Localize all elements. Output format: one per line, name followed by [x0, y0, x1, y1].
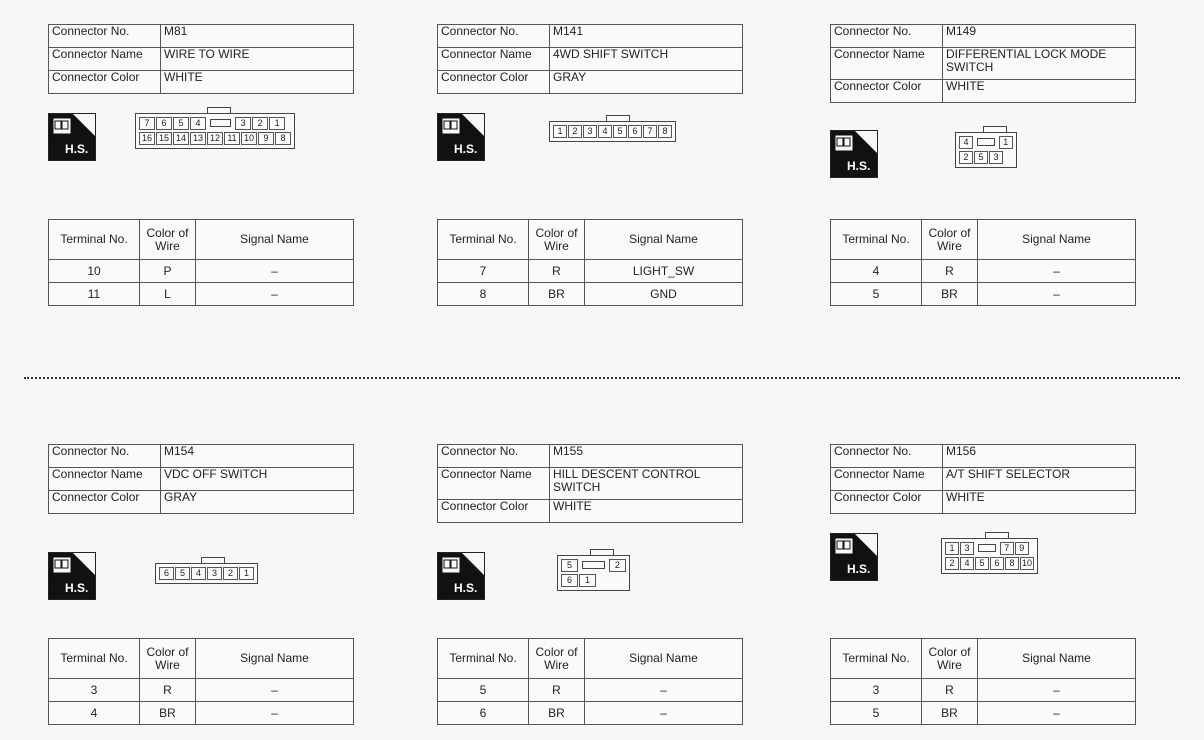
connector-pin: 2	[252, 117, 268, 130]
pin-row-top	[138, 116, 291, 131]
connector-pin: 3	[960, 542, 974, 555]
connector-color-label: Connector Color	[831, 80, 943, 103]
connector-latch	[207, 107, 231, 114]
hs-view-icon	[437, 552, 485, 600]
connector-pin: 5	[613, 125, 627, 138]
connector-pin: 3	[207, 567, 222, 580]
wire-color-cell: BR	[922, 283, 978, 306]
hs-view-icon	[830, 533, 878, 581]
terminal-no-cell: 4	[49, 702, 140, 725]
connector-pin: 1	[553, 125, 567, 138]
connector-pin: 6	[561, 574, 578, 587]
connector-latch	[201, 557, 225, 564]
connector-pin	[579, 559, 608, 572]
connector-pin: 2	[568, 125, 582, 138]
connector-pin: 8	[658, 125, 672, 138]
terminal-no-cell: 7	[438, 260, 529, 283]
connector-pin: 12	[207, 132, 223, 145]
terminal-no-cell: 8	[438, 283, 529, 306]
connector-name-label: Connector Name	[49, 468, 161, 491]
connector-face-m81	[135, 113, 295, 149]
terminal-table-m81	[48, 219, 354, 306]
connector-pin: 8	[1005, 557, 1019, 570]
connector-no-label: Connector No.	[49, 25, 161, 48]
pin-row-bottom	[958, 150, 1013, 165]
table-row	[831, 702, 1136, 725]
connector-name-label: Connector Name	[438, 48, 550, 71]
connector-color-value: GRAY	[161, 491, 354, 514]
hs-label: H.S.	[65, 142, 89, 156]
connector-no-label: Connector No.	[438, 445, 550, 468]
table-row	[49, 283, 354, 306]
terminal-no-header: Terminal No.	[438, 639, 529, 679]
connector-no-value: M156	[943, 445, 1136, 468]
pin-row-top	[158, 566, 254, 581]
wire-color-header: Color of Wire	[922, 220, 978, 260]
wire-color-header: Color of Wire	[922, 639, 978, 679]
connector-pin: 2	[959, 151, 973, 164]
connector-pin	[207, 117, 234, 130]
connector-color-value: WHITE	[943, 491, 1136, 514]
connector-pin: 6	[159, 567, 174, 580]
connector-pin: 2	[945, 557, 959, 570]
connector-latch	[983, 126, 1007, 133]
connector-pin: 3	[583, 125, 597, 138]
connector-name-label: Connector Name	[831, 48, 943, 80]
connector-pin: 3	[989, 151, 1003, 164]
terminal-no-cell: 11	[49, 283, 140, 306]
connector-pin: 4	[598, 125, 612, 138]
wire-color-header: Color of Wire	[140, 639, 196, 679]
hs-view-icon	[48, 113, 96, 161]
connector-pin: 4	[959, 136, 973, 149]
connector-pin: 7	[1000, 542, 1014, 555]
table-row	[49, 702, 354, 725]
table-row	[438, 283, 743, 306]
connector-name-value: VDC OFF SWITCH	[161, 468, 354, 491]
connector-name-value: WIRE TO WIRE	[161, 48, 354, 71]
wire-color-cell: BR	[529, 283, 585, 306]
connector-face-m155	[557, 555, 630, 591]
connector-face-m156	[941, 538, 1038, 574]
connector-no-value: M155	[550, 445, 743, 468]
terminal-no-header: Terminal No.	[831, 220, 922, 260]
connector-name-label: Connector Name	[831, 468, 943, 491]
connector-latch	[985, 532, 1009, 539]
terminal-no-cell: 5	[831, 283, 922, 306]
connector-pin: 1	[999, 136, 1013, 149]
table-row	[831, 260, 1136, 283]
connector-pin: 16	[139, 132, 155, 145]
connector-info-m81	[48, 24, 354, 94]
table-row	[49, 679, 354, 702]
signal-name-header: Signal Name	[978, 639, 1136, 679]
connector-name-value: A/T SHIFT SELECTOR	[943, 468, 1136, 491]
connector-color-label: Connector Color	[831, 491, 943, 514]
terminal-table-m154	[48, 638, 354, 725]
connector-face-m149	[955, 132, 1017, 168]
terminal-no-header: Terminal No.	[49, 220, 140, 260]
connector-info-m149	[830, 24, 1136, 103]
connector-pin: 4	[190, 117, 206, 130]
terminal-no-header: Terminal No.	[49, 639, 140, 679]
signal-name-cell: –	[585, 702, 743, 725]
connector-pin: 1	[239, 567, 254, 580]
connector-name-value: 4WD SHIFT SWITCH	[550, 48, 743, 71]
connector-pin: 6	[628, 125, 642, 138]
connector-pin: 7	[643, 125, 657, 138]
pin-row-top	[552, 124, 672, 139]
connector-no-value: M141	[550, 25, 743, 48]
hs-view-icon	[437, 113, 485, 161]
pin-row-top	[944, 541, 1034, 556]
connector-pin: 6	[156, 117, 172, 130]
wire-color-header: Color of Wire	[529, 639, 585, 679]
terminal-table-m155	[437, 638, 743, 725]
connector-no-label: Connector No.	[49, 445, 161, 468]
connector-pin: 1	[945, 542, 959, 555]
connector-color-value: WHITE	[550, 500, 743, 523]
pin-row-top	[560, 558, 626, 573]
signal-name-header: Signal Name	[196, 220, 354, 260]
connector-face-m154	[155, 563, 258, 584]
wire-color-cell: BR	[140, 702, 196, 725]
connector-pin: 5	[561, 559, 578, 572]
connector-pin: 5	[175, 567, 190, 580]
hs-label: H.S.	[847, 562, 871, 576]
signal-name-cell: –	[585, 679, 743, 702]
connector-pin: 9	[258, 132, 274, 145]
pin-row-bottom	[138, 131, 291, 146]
connector-pin: 3	[235, 117, 251, 130]
table-row	[438, 260, 743, 283]
connector-pin: 13	[190, 132, 206, 145]
connector-pin: 2	[223, 567, 238, 580]
hs-view-icon	[830, 130, 878, 178]
connector-name-value: HILL DESCENT CONTROL SWITCH	[550, 468, 743, 500]
wire-color-cell: L	[140, 283, 196, 306]
hs-label: H.S.	[454, 581, 478, 595]
table-row	[438, 702, 743, 725]
connector-color-value: WHITE	[943, 80, 1136, 103]
connector-pin: 9	[1015, 542, 1029, 555]
connector-color-label: Connector Color	[438, 71, 550, 94]
connector-pin: 8	[275, 132, 291, 145]
connector-color-value: WHITE	[161, 71, 354, 94]
connector-no-value: M81	[161, 25, 354, 48]
terminal-table-m156	[830, 638, 1136, 725]
connector-color-label: Connector Color	[49, 71, 161, 94]
wire-color-cell: R	[529, 260, 585, 283]
terminal-no-cell: 5	[438, 679, 529, 702]
wire-color-cell: R	[922, 679, 978, 702]
wire-color-header: Color of Wire	[140, 220, 196, 260]
connector-no-label: Connector No.	[831, 445, 943, 468]
table-row	[49, 260, 354, 283]
connector-info-m156	[830, 444, 1136, 514]
connector-info-m154	[48, 444, 354, 514]
connector-name-label: Connector Name	[49, 48, 161, 71]
signal-name-cell: –	[196, 702, 354, 725]
wire-color-cell: R	[922, 260, 978, 283]
signal-name-cell: –	[978, 702, 1136, 725]
terminal-no-cell: 10	[49, 260, 140, 283]
hs-label: H.S.	[847, 159, 871, 173]
connector-pin: 15	[156, 132, 172, 145]
connector-latch	[606, 115, 630, 122]
connector-pin: 7	[139, 117, 155, 130]
connector-info-m141	[437, 24, 743, 94]
connector-pin: 6	[990, 557, 1004, 570]
table-row	[438, 679, 743, 702]
terminal-table-m149	[830, 219, 1136, 306]
connector-latch	[590, 549, 614, 556]
hs-label: H.S.	[454, 142, 478, 156]
hs-view-icon	[48, 552, 96, 600]
signal-name-cell: GND	[585, 283, 743, 306]
signal-name-header: Signal Name	[196, 639, 354, 679]
terminal-no-cell: 5	[831, 702, 922, 725]
terminal-no-header: Terminal No.	[438, 220, 529, 260]
connector-pin: 11	[224, 132, 240, 145]
connector-no-label: Connector No.	[438, 25, 550, 48]
terminal-no-cell: 3	[49, 679, 140, 702]
signal-name-header: Signal Name	[585, 220, 743, 260]
terminal-no-header: Terminal No.	[831, 639, 922, 679]
signal-name-cell: –	[978, 679, 1136, 702]
terminal-no-cell: 6	[438, 702, 529, 725]
wire-color-header: Color of Wire	[529, 220, 585, 260]
hs-label: H.S.	[65, 581, 89, 595]
connector-pin: 14	[173, 132, 189, 145]
terminal-table-m141	[437, 219, 743, 306]
connector-pin	[974, 136, 998, 149]
connector-color-label: Connector Color	[438, 500, 550, 523]
signal-name-header: Signal Name	[978, 220, 1136, 260]
wire-color-cell: P	[140, 260, 196, 283]
connector-name-value: DIFFERENTIAL LOCK MODE SWITCH	[943, 48, 1136, 80]
wire-color-cell: BR	[922, 702, 978, 725]
table-row	[831, 679, 1136, 702]
connector-pin	[975, 542, 999, 555]
connector-pin: 10	[241, 132, 257, 145]
terminal-no-cell: 4	[831, 260, 922, 283]
wire-color-cell: R	[529, 679, 585, 702]
connector-no-value: M154	[161, 445, 354, 468]
terminal-no-cell: 3	[831, 679, 922, 702]
connector-no-label: Connector No.	[831, 25, 943, 48]
signal-name-header: Signal Name	[585, 639, 743, 679]
connector-pin: 5	[974, 151, 988, 164]
connector-color-value: GRAY	[550, 71, 743, 94]
connector-pin: 5	[173, 117, 189, 130]
connector-pin: 5	[975, 557, 989, 570]
signal-name-cell: –	[196, 283, 354, 306]
connector-name-label: Connector Name	[438, 468, 550, 500]
signal-name-cell: LIGHT_SW	[585, 260, 743, 283]
connector-pin: 4	[960, 557, 974, 570]
connector-no-value: M149	[943, 25, 1136, 48]
connector-face-m141	[549, 121, 676, 142]
section-divider	[24, 377, 1180, 379]
wire-color-cell: BR	[529, 702, 585, 725]
connector-pin: 1	[269, 117, 285, 130]
signal-name-cell: –	[978, 283, 1136, 306]
signal-name-cell: –	[196, 679, 354, 702]
signal-name-cell: –	[196, 260, 354, 283]
pin-row-top	[958, 135, 1013, 150]
wire-color-cell: R	[140, 679, 196, 702]
connector-color-label: Connector Color	[49, 491, 161, 514]
pin-row-bottom	[560, 573, 626, 588]
connector-pin: 4	[191, 567, 206, 580]
connector-pin: 2	[609, 559, 626, 572]
table-row	[831, 283, 1136, 306]
connector-pin: 1	[579, 574, 596, 587]
pin-row-bottom	[944, 556, 1034, 571]
connector-pin: 10	[1021, 558, 1032, 568]
signal-name-cell: –	[978, 260, 1136, 283]
connector-info-m155	[437, 444, 743, 523]
